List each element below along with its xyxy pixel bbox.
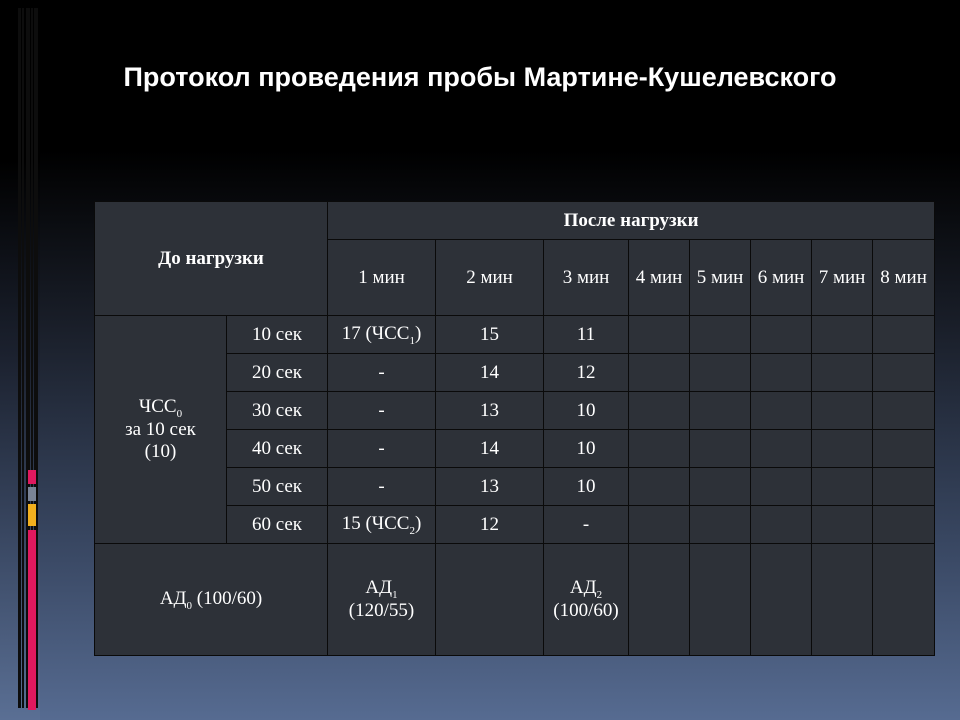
value-cell: 15 $(ЧСС_2)$ [328, 506, 436, 544]
table-row [95, 316, 935, 354]
time-cell: 40 сек [227, 430, 328, 468]
minute-header: 3 мин [544, 240, 629, 316]
time-cell: 30 сек [227, 392, 328, 430]
table-row [95, 544, 935, 656]
value-cell: 11 [544, 316, 629, 354]
time-cell: 20 сек [227, 354, 328, 392]
time-cell: 60 сек [227, 506, 328, 544]
value-cell: 10 [544, 392, 629, 430]
value-cell: 14 [436, 354, 544, 392]
minute-header: 2 мин [436, 240, 544, 316]
minute-header: 1 мин [328, 240, 436, 316]
minute-header: 5 мин [690, 240, 751, 316]
minute-header: 6 мин [751, 240, 812, 316]
protocol-table [94, 201, 935, 656]
bp-after-1-cell: $АД_1$ (120/55) [328, 544, 436, 656]
value-cell: - [328, 468, 436, 506]
value-cell: - [328, 354, 436, 392]
value-cell: 12 [436, 506, 544, 544]
time-cell: 50 сек [227, 468, 328, 506]
value-cell: 13 [436, 468, 544, 506]
minute-header: 7 мин [812, 240, 873, 316]
value-cell: - [328, 392, 436, 430]
value-cell: 10 [544, 468, 629, 506]
value-cell: 12 [544, 354, 629, 392]
value-cell: 15 [436, 316, 544, 354]
value-cell: - [328, 430, 436, 468]
left-decoration [0, 0, 40, 720]
after-load-header: После нагрузки [328, 202, 935, 240]
minute-header: 4 мин [629, 240, 690, 316]
bp-baseline-cell: $АД_0$ (100/60) [95, 544, 328, 656]
minute-header: 8 мин [873, 240, 935, 316]
value-cell: 17 $(ЧСС_1)$ [328, 316, 436, 354]
bp-after-2-cell: $АД_2$ (100/60) [544, 544, 629, 656]
value-cell: - [544, 506, 629, 544]
value-cell: 14 [436, 430, 544, 468]
time-cell: 10 сек [227, 316, 328, 354]
slide-title: Протокол проведения пробы Мартине-Кушелевского [123, 62, 837, 92]
value-cell: 10 [544, 430, 629, 468]
value-cell: 13 [436, 392, 544, 430]
before-load-header: До нагрузки [95, 202, 328, 316]
resting-hr-cell: $ЧСС_0$ за 10 сек (10) [95, 316, 227, 544]
